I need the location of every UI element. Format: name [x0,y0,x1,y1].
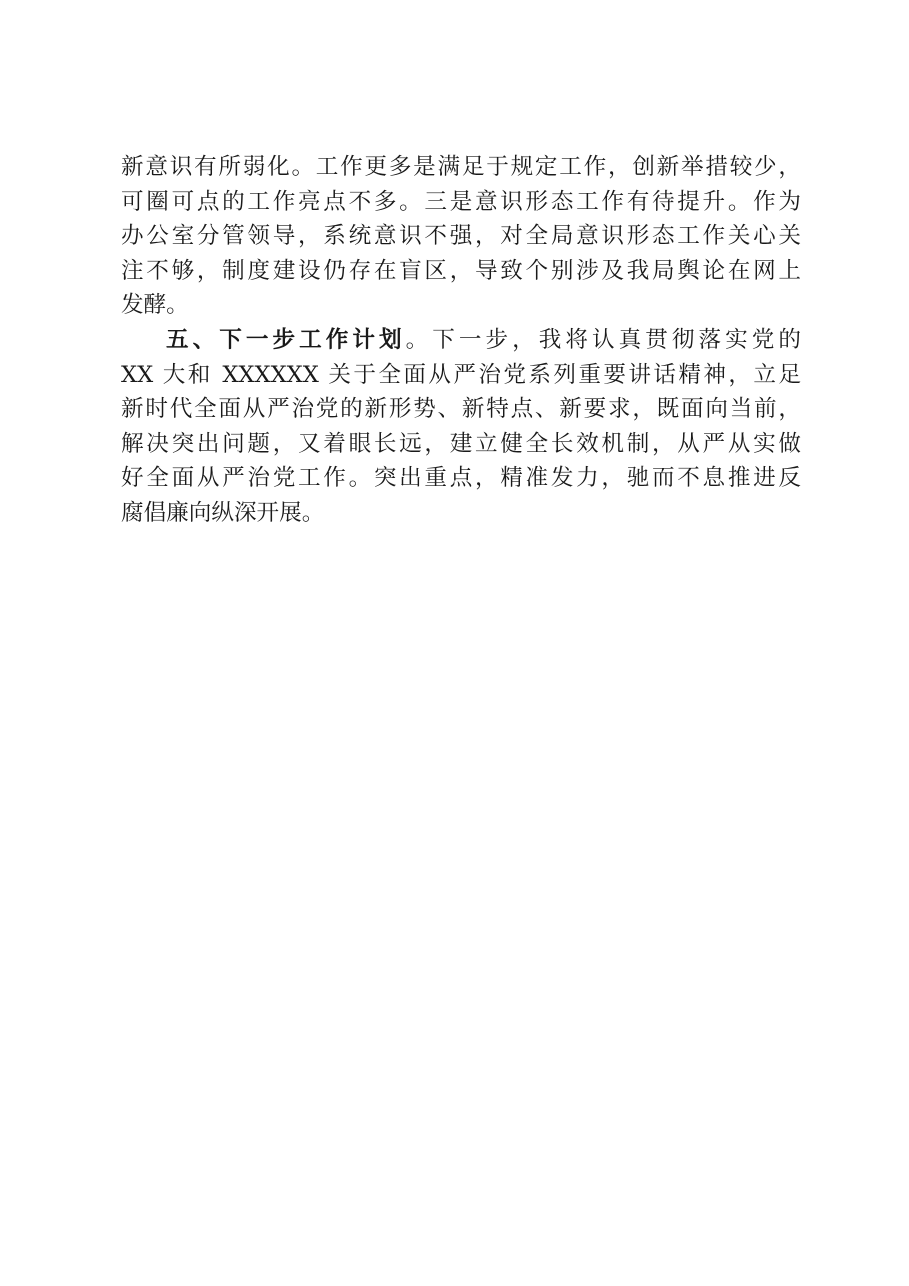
text-line: 新时代全面从严治党的新形势、新特点、新要求，既面向当前， [121,396,801,423]
text-line: 可圈可点的工作亮点不多。三是意识形态工作有待提升。作为 [121,188,801,215]
text-line: 新意识有所弱化。工作更多是满足于规定工作，创新举措较少， [121,154,801,180]
text-line: 注不够，制度建设仍存在盲区，导致个别涉及我局舆论在网上 [121,257,801,284]
text-line: 解决突出问题，又着眼长远，建立健全长效机制，从严从实做 [121,430,801,457]
paragraph-next-steps [121,323,801,531]
text-line: 好全面从严治党工作。突出重点，精准发力，驰而不息推进反 [121,465,801,492]
paragraph-self-assessment [121,150,801,323]
text-line: 办公室分管领导，系统意识不强，对全局意识形态工作关心关 [121,223,801,250]
text-line: XX 大和 XXXXXX 关于全面从严治党系列重要讲话精神，立足 [121,361,801,388]
section-heading: 五、下一步工作计划 [166,326,406,353]
text-fragment: 。下一步，我将认真贯彻落实党的 [405,326,802,353]
document-body [121,150,801,531]
text-line [121,323,801,358]
text-line: 腐倡廉向纵深开展。 [121,499,325,526]
text-line: 发酵。 [121,292,189,319]
